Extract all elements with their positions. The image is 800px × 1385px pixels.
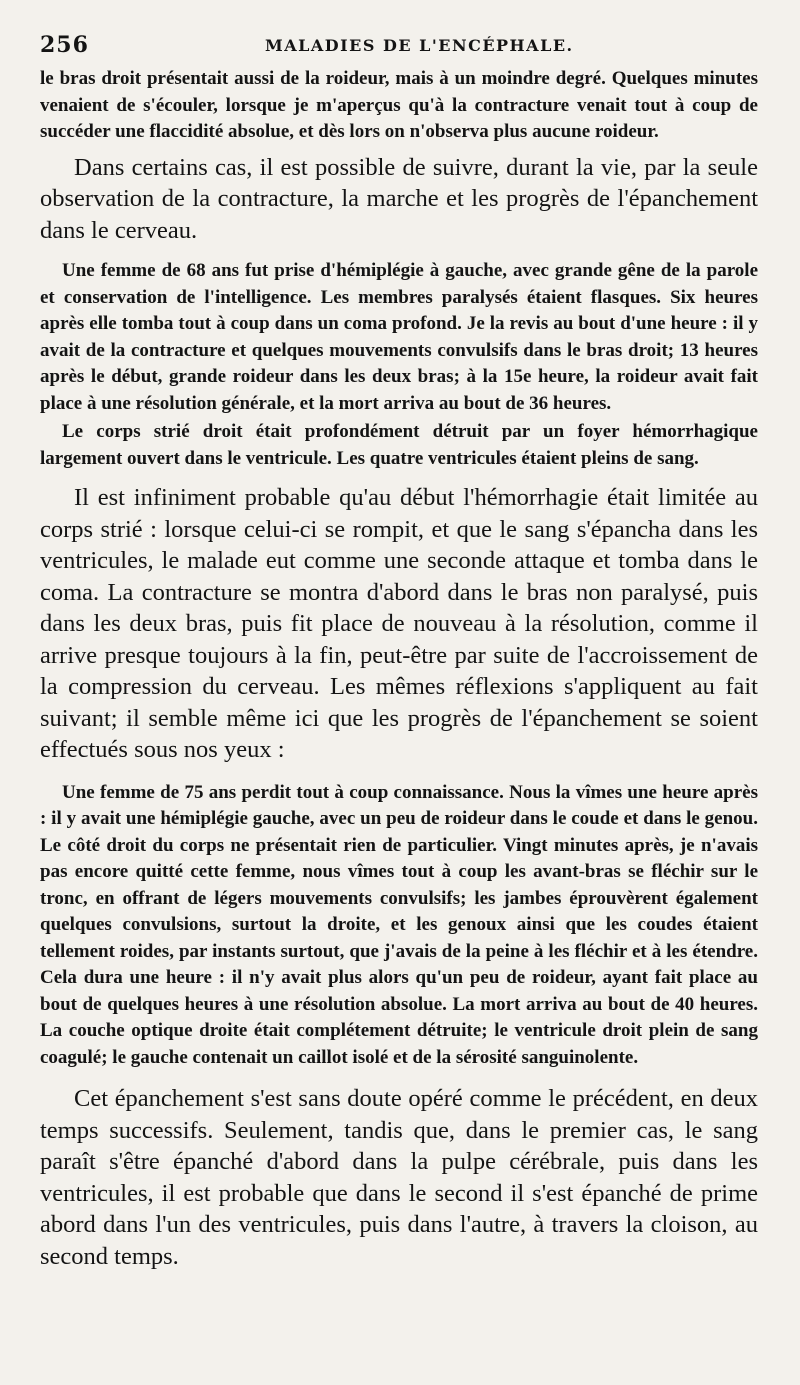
- paragraph-body: Dans certains cas, il est possible de suivre, durant la vie, par la seule observation de la contracture, la marche et les progrès de l'épanchement dans le cerveau.: [40, 153, 758, 244]
- paragraph-autopsy: Le corps strié droit était profondément détruit par un foyer hémorrhagique largement ouvert dans le ventricule. Les quatre ventricules étaient pleins de sang.: [40, 421, 758, 469]
- paragraph-continuation: le bras droit présentait aussi de la roideur, mais à un moindre degré. Quelques minutes venaient de s'écouler, lorsque je m'aperçus qu'à la contracture venait tout à coup de succéder une flaccidité absolue, et dès lors on n'observa plus aucune roideur.: [40, 68, 758, 142]
- page-number: 256: [40, 32, 89, 58]
- paragraph-body: Cet épanchement s'est sans doute opéré comme le précédent, en deux temps successifs. Seulement, tandis que, dans le premier cas, le sang paraît s'être épanché d'abord dans la pulpe cérébrale, puis dans les ventricules, il est probable que dans le second il s'est épanché de prime abord dans l'un des ventricules, puis dans l'autre, à travers la cloison, au second temps.: [40, 1085, 758, 1270]
- running-title: MALADIES DE L'ENCÉPHALE.: [265, 36, 574, 55]
- paragraph-case-observation: Une femme de 68 ans fut prise d'hémiplégie à gauche, avec grande gêne de la parole et conservation de l'intelligence. Les membres paralysés étaient flasques. Six heures après elle tomba tout à coup dans un coma profond. Je la revis au bout d'une heure : il y avait de la contracture et quelques mouvements convulsifs dans le bras droit; 13 heures après le début, grande roideur dans les deux bras; à la 15e heure, la roideur avait fait place à une résolution générale, et la mort arriva au bout de 36 heures.: [40, 260, 758, 414]
- paragraph-body: Il est infiniment probable qu'au début l'hémorrhagie était limitée au corps strié : lorsque celui-ci se rompit, et que le sang s'épancha dans les ventricules, le malade eut comme une seconde attaque et tomba dans le coma. La contracture se montra d'abord dans le bras non paralysé, puis dans les deux bras, puis fit place de nouveau à la résolution, comme il arrive presque toujours à la fin, peut-être par suite de l'accroissement de la compression du cerveau. Les mêmes réflexions s'appliquent au fait suivant; il semble même ici que les progrès de l'épanchement se soient effectués sous nos yeux :: [40, 484, 758, 763]
- page-header: [40, 30, 758, 64]
- paragraph-case-observation: Une femme de 75 ans perdit tout à coup connaissance. Nous la vîmes une heure après : il y avait une hémiplégie gauche, avec un peu de roideur dans le coude et dans le genou. Le côté droit du corps ne présentait rien de particulier. Vingt minutes après, je n'avais pas encore quitté cette femme, nous vîmes tout à coup les avant-bras se fléchir sur le tronc, en offrant de légers mouvements convulsifs; les jambes éprouvèrent également quelques convulsions, surtout la droite, et les genoux ainsi que les coudes étaient tellement roides, par instants surtout, que j'avais de la peine à les fléchir et à les étendre. Cela dura une heure : il n'y avait plus alors qu'un peu de roideur, ayant fait place au bout de quelques heures à une résolution absolue. La mort arriva au bout de 40 heures. La couche optique droite était complétement détruite; le ventricule droit plein de sang coagulé; le gauche contenait un caillot isolé et de la sérosité sanguinolente.: [40, 781, 758, 1068]
